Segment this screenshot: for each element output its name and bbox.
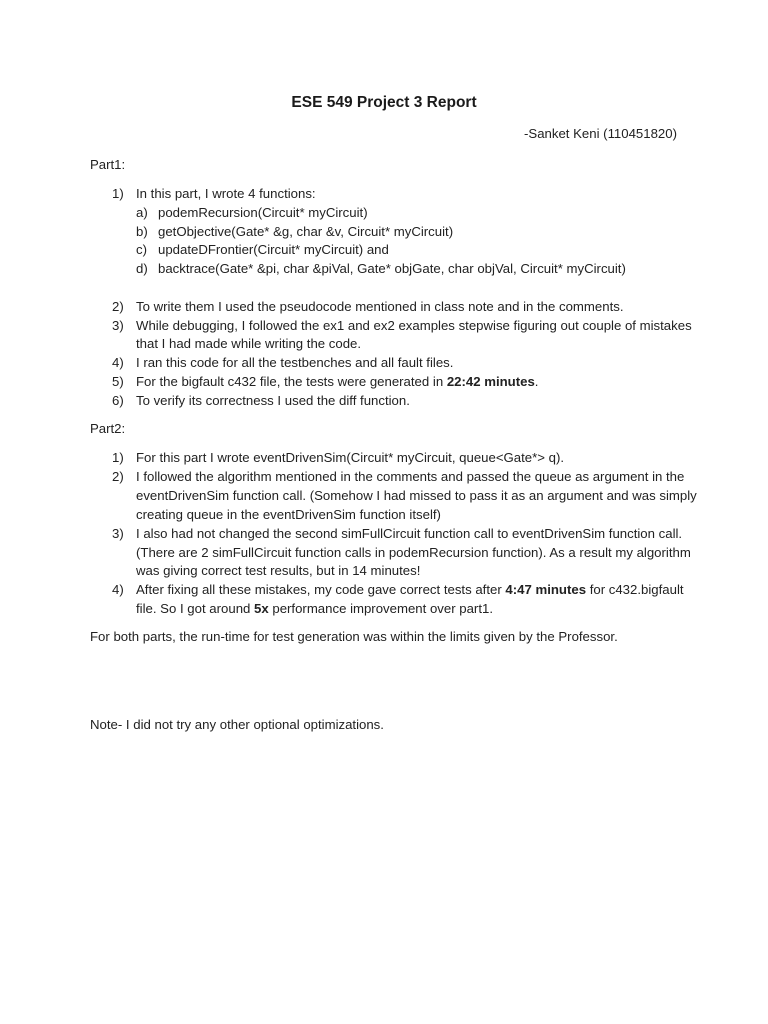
- part2-item3-line3: was giving correct test results, but in 14 minutes!: [136, 563, 421, 578]
- part2-item2-line3: creating queue in the eventDrivenSim function itself): [136, 507, 441, 522]
- part2-item4-l1-post: for c432.bigfault: [586, 582, 684, 597]
- part2-item4-speedup: 5x: [254, 601, 269, 616]
- part1-heading: Part1:: [90, 157, 126, 172]
- part2-heading: Part2:: [90, 421, 126, 436]
- part1-item6-number: 6): [112, 393, 124, 408]
- part1-item2-text: To write them I used the pseudocode mentioned in class note and in the comments.: [136, 299, 624, 314]
- part1-item4-number: 4): [112, 355, 124, 370]
- part1-item5-text: [136, 372, 538, 391]
- part1-sub-d-text: backtrace(Gate* &pi, char &piVal, Gate* objGate, char objVal, Circuit* myCircuit): [158, 261, 626, 276]
- part2-item3-line1: I also had not changed the second simFullCircuit function call to eventDrivenSim function call.: [136, 526, 683, 541]
- part1-sub-d-letter: d): [136, 261, 148, 276]
- part1-sub-b-text: getObjective(Gate* &g, char &v, Circuit* myCircuit): [158, 224, 454, 239]
- part2-item4-l2-post: performance improvement over part1.: [268, 601, 493, 616]
- part1-sub-a-letter: a): [136, 205, 148, 220]
- part1-item2-number: 2): [112, 299, 124, 314]
- part2-item4-line1: [136, 580, 684, 599]
- part1-sub-c-text: updateDFrontier(Circuit* myCircuit) and: [158, 242, 389, 257]
- part2-item3-number: 3): [112, 526, 124, 541]
- part2-item2-line2: eventDrivenSim function call. (Somehow I had missed to pass it as an argument and was simply: [136, 488, 697, 503]
- note-paragraph: Note- I did not try any other optional optimizations.: [90, 717, 384, 732]
- part1-item3-line1: While debugging, I followed the ex1 and ex2 examples stepwise figuring out couple of mistakes: [136, 318, 692, 333]
- part1-item5-post: .: [534, 374, 539, 389]
- part2-item2-line1: I followed the algorithm mentioned in the comments and passed the queue as argument in the: [136, 469, 685, 484]
- part1-item1-number: 1): [112, 186, 124, 201]
- part1-sub-a-text: podemRecursion(Circuit* myCircuit): [158, 205, 368, 220]
- part1-item1-text: In this part, I wrote 4 functions:: [136, 186, 316, 201]
- author-line: -Sanket Keni (110451820): [524, 126, 677, 141]
- part1-item4-text: I ran this code for all the testbenches and all fault files.: [136, 355, 454, 370]
- part2-item3-line2: (There are 2 simFullCircuit function calls in podemRecursion function). As a result my algorithm: [136, 545, 691, 560]
- part2-item4-l1-pre: After fixing all these mistakes, my code gave correct tests after: [136, 582, 506, 597]
- part2-item2-number: 2): [112, 469, 124, 484]
- part1-item3-line2: that I had made while writing the code.: [136, 336, 362, 351]
- part2-item4-number: 4): [112, 582, 124, 597]
- part1-item3-number: 3): [112, 318, 124, 333]
- part1-item5-number: 5): [112, 374, 124, 389]
- part1-item5-duration: 22:42 minutes: [446, 374, 535, 389]
- part1-item5-pre: For the bigfault c432 file, the tests were generated in: [136, 374, 447, 389]
- part2-item4-duration: 4:47 minutes: [505, 582, 587, 597]
- part2-item4-line2: [136, 599, 493, 618]
- part1-sub-b-letter: b): [136, 224, 148, 239]
- part2-item1-text: For this part I wrote eventDrivenSim(Circuit* myCircuit, queue<Gate*> q).: [136, 450, 565, 465]
- conclusion-paragraph: For both parts, the run-time for test generation was within the limits given by the Professor.: [90, 629, 618, 644]
- part2-item1-number: 1): [112, 450, 124, 465]
- part2-item4-l2-pre: file. So I got around: [136, 601, 255, 616]
- report-title: ESE 549 Project 3 Report: [291, 94, 477, 111]
- part1-item6-text: To verify its correctness I used the diff function.: [136, 393, 410, 408]
- part1-sub-c-letter: c): [136, 242, 147, 257]
